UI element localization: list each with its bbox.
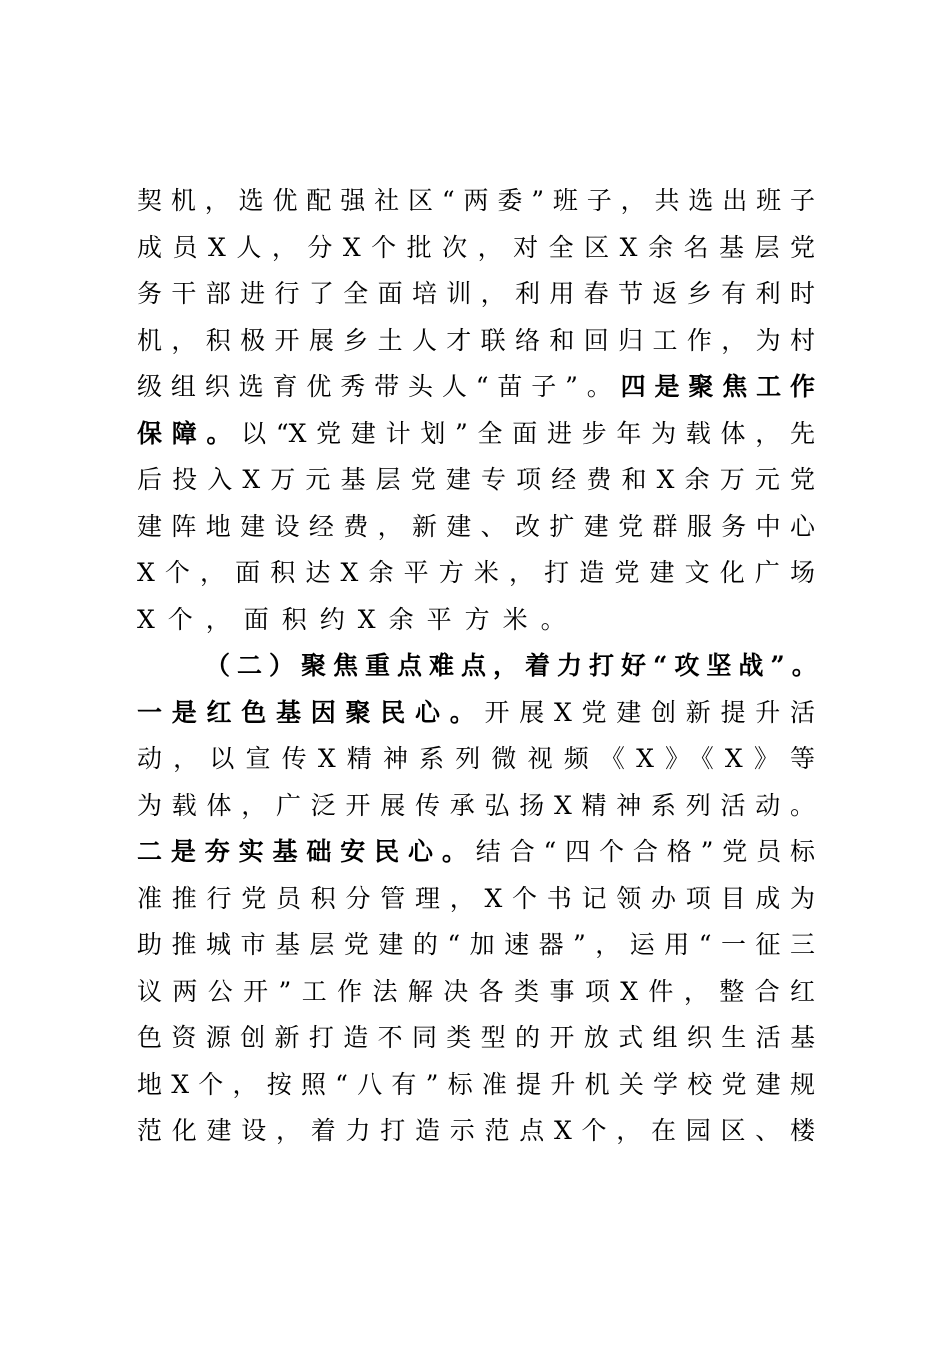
text-line: [137, 829, 815, 876]
text-line: [137, 225, 815, 272]
text-segment: 机，积极开展乡土人才联络和回归工作，为村: [137, 325, 815, 355]
text-segment: 助推城市基层党建的“加速器”，运用“一征三: [137, 930, 815, 959]
text-segment: 准推行党员积分管理，X个书记领办项目成为: [137, 883, 815, 913]
text-segment: 结合“四个合格”党员标: [475, 837, 815, 866]
text-segment: 为载体，广泛开展传承弘扬X精神系列活动。: [137, 790, 815, 820]
text-line: [137, 876, 815, 923]
text-segment: 以“X党建计划”全面进步年为载体，先: [241, 418, 815, 448]
text-line: [137, 411, 815, 458]
text-line: [137, 783, 815, 830]
bold-phrase: 四是聚焦工作: [620, 372, 815, 401]
text-segment: 议两公开”工作法解决各类事项X件，整合红: [137, 976, 815, 1006]
text-line: [137, 736, 815, 783]
text-segment: 契机，选优配强社区“两委”班子，共选出班子: [137, 186, 815, 215]
text-segment: 成员X人，分X个批次，对全区X余名基层党: [137, 232, 815, 262]
bold-phrase: （二）聚焦重点难点，着力打好“攻坚战”。: [205, 651, 824, 680]
text-line: [137, 690, 815, 737]
text-line: [137, 271, 815, 318]
text-segment: 动，以宣传X精神系列微视频《X》《X》等: [137, 744, 815, 773]
bold-phrase: 保障。: [137, 418, 242, 448]
text-line: [137, 1062, 815, 1109]
text-segment: 范化建设，着力打造示范点X个，在园区、楼: [137, 1116, 815, 1145]
text-segment: 色资源创新打造不同类型的开放式组织生活基: [137, 1023, 815, 1052]
body-text: [137, 178, 824, 1155]
text-segment: 后投入X万元基层党建专项经费和X余万元党: [137, 465, 815, 494]
bold-phrase: 一是红色基因聚民心。: [137, 697, 485, 727]
text-line: [137, 457, 815, 504]
text-segment: 务干部进行了全面培训，利用春节返乡有利时: [137, 279, 815, 308]
text-segment: 开展X党建创新提升活: [484, 697, 815, 727]
text-line: [137, 364, 815, 411]
text-line: [137, 597, 815, 644]
text-line: [137, 1108, 815, 1155]
text-segment: X个，面积约X余平方米。: [137, 604, 579, 634]
text-line: [137, 969, 815, 1016]
text-segment: X个，面积达X余平方米，打造党建文化广场: [137, 558, 815, 587]
text-segment: 地X个，按照“八有”标准提升机关学校党建规: [137, 1069, 815, 1099]
bold-phrase: 二是夯实基础安民心。: [137, 837, 476, 866]
text-line: [137, 318, 815, 365]
text-segment: 级组织选育优秀带头人“苗子”。: [137, 372, 621, 401]
section-heading: [137, 643, 824, 690]
text-line: [137, 1015, 815, 1062]
text-line: [137, 178, 815, 225]
text-line: [137, 550, 815, 597]
text-line: [137, 504, 815, 551]
text-line: [137, 922, 815, 969]
text-segment: 建阵地建设经费，新建、改扩建党群服务中心: [137, 511, 815, 541]
